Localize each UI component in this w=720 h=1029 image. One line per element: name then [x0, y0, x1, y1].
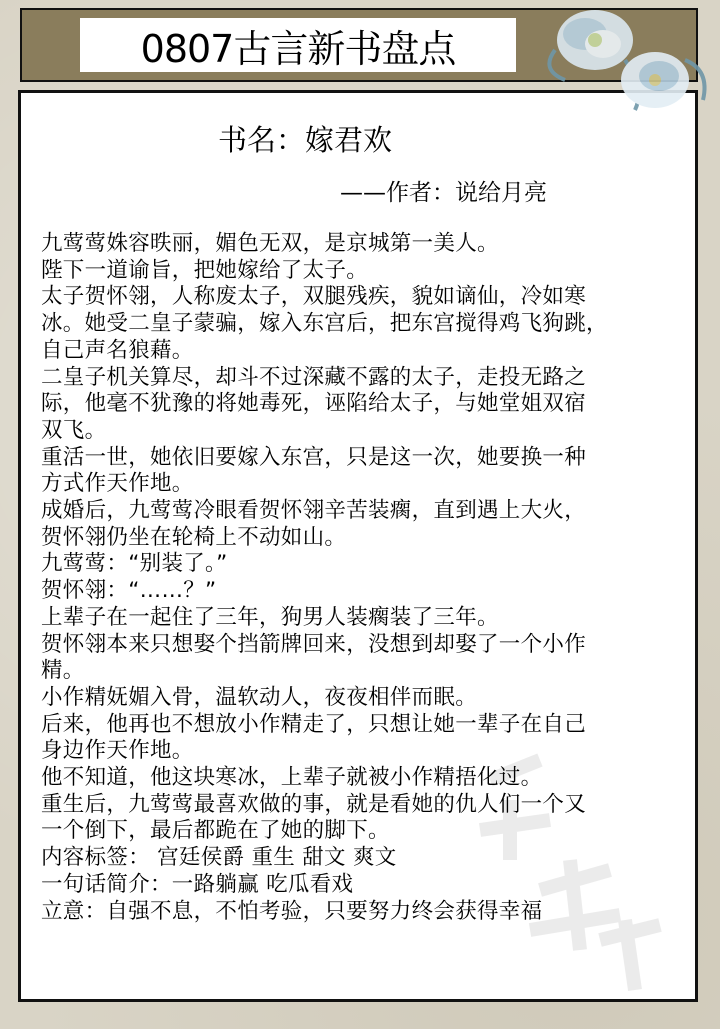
synopsis-line: 后来，他再也不想放小作精走了，只想让她一辈子在自己	[41, 711, 587, 737]
synopsis-line: 一个倒下，最后都跪在了她的脚下。	[41, 818, 390, 844]
synopsis-line: 双飞。	[41, 417, 107, 443]
one-line-summary: 一句话简介：一路躺赢 吃瓜看戏	[41, 871, 354, 897]
synopsis-line: 贺怀翎：“……？”	[41, 578, 217, 604]
synopsis-line: 成婚后，九莺莺冷眼看贺怀翎辛苦装瘸，直到遇上大火，	[41, 498, 587, 524]
synopsis-line: 九莺莺：“别装了。”	[41, 551, 228, 577]
synopsis-line: 际，他毫不犹豫的将她毒死，诬陷给太子，与她堂姐双宿	[41, 391, 587, 417]
synopsis	[41, 231, 701, 925]
synopsis-line: 小作精妩媚入骨，温软动人，夜夜相伴而眠。	[41, 684, 478, 710]
synopsis-line: 冰。她受二皇子蒙骗，嫁入东宫后，把东宫搅得鸡飞狗跳，	[41, 311, 608, 337]
synopsis-line: 方式作天作地。	[41, 471, 194, 497]
synopsis-line: 自己声名狼藉。	[41, 337, 194, 363]
synopsis-line: 太子贺怀翎，人称废太子，双腿残疾，貌如谪仙，冷如寒	[41, 284, 587, 310]
book-title: 书名：嫁君欢	[218, 123, 393, 157]
synopsis-line: 身边作天作地。	[41, 738, 194, 764]
synopsis-line: 陛下一道谕旨，把她嫁给了太子。	[41, 257, 369, 283]
synopsis-line: 二皇子机关算尽，却斗不过深藏不露的太子，走投无路之	[41, 364, 587, 390]
synopsis-line: 重活一世，她依旧要嫁入东宫，只是这一次，她要换一种	[41, 444, 587, 470]
synopsis-line: 贺怀翎仍坐在轮椅上不动如山。	[41, 524, 347, 550]
synopsis-line: 重生后，九莺莺最喜欢做的事，就是看她的仇人们一个又	[41, 791, 587, 817]
book-author: ——作者：说给月亮	[340, 180, 547, 206]
synopsis-line: 九莺莺姝容昳丽，媚色无双，是京城第一美人。	[41, 231, 499, 256]
synopsis-line: 他不知道，他这块寒冰，上辈子就被小作精捂化过。	[41, 765, 543, 791]
chrysanthemum-decoration-icon	[520, 0, 720, 130]
synopsis-line: 精。	[41, 658, 85, 684]
theme-statement: 立意：自强不息，不怕考验，只要努力终会获得幸福	[41, 898, 543, 924]
synopsis-line: 贺怀翎本来只想娶个挡箭牌回来，没想到却娶了一个小作	[41, 631, 587, 657]
content-tags: 内容标签： 宫廷侯爵 重生 甜文 爽文	[41, 845, 397, 871]
page-title: 0807古言新书盘点	[80, 18, 516, 72]
synopsis-line: 上辈子在一起住了三年，狗男人装瘸装了三年。	[41, 604, 499, 630]
